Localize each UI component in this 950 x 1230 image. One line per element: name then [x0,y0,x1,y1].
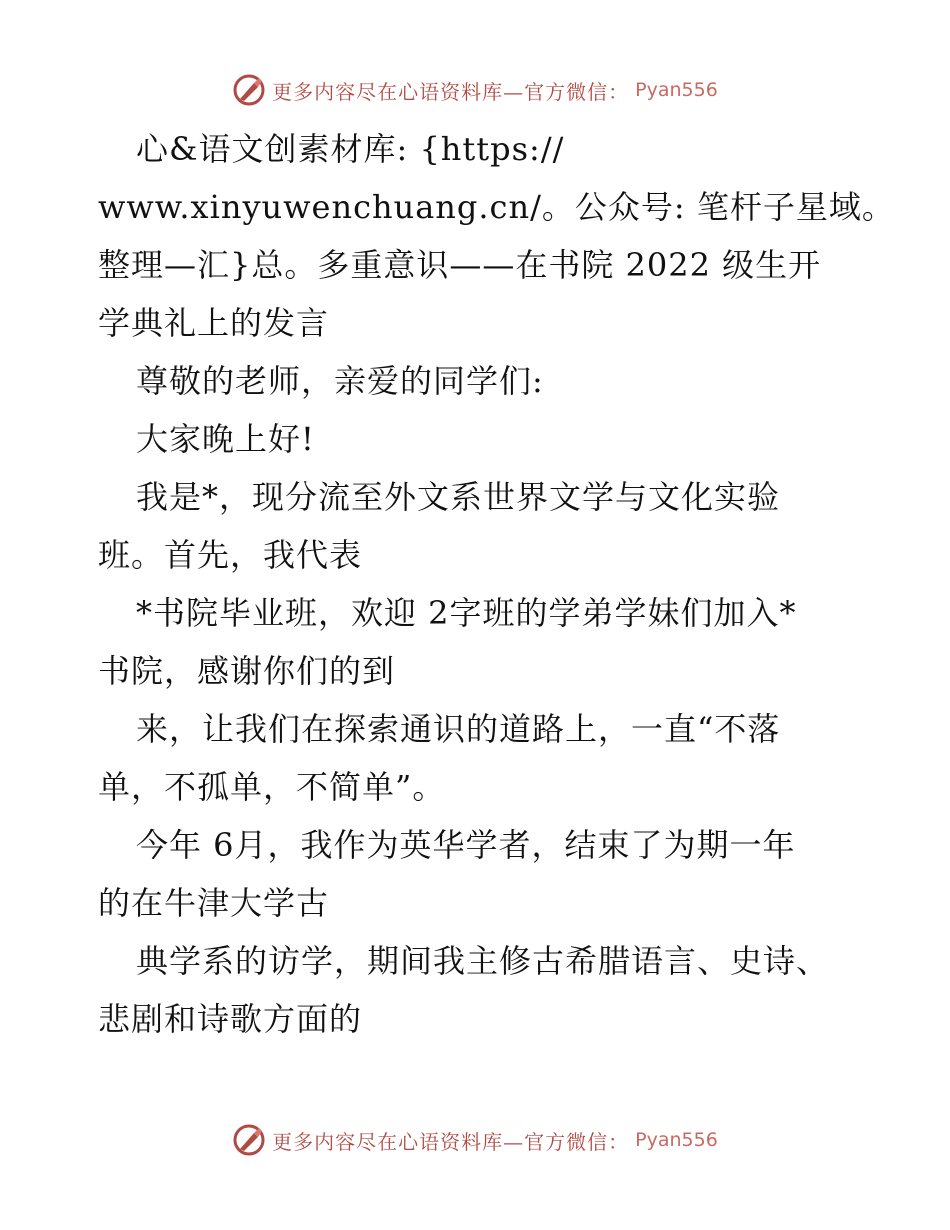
banner-text: 更多内容尽在心语资料库—官方微信： [272,1129,630,1154]
text-line: 整理—汇}总。多重意识——在书院 2022 级生开 [98,246,822,284]
pen-circle-logo-icon [232,73,266,107]
text-line: 书院，感谢你们的到 [98,652,396,690]
text-line: 我是*，现分流至外文系世界文学与文化实验 [136,478,781,516]
text-line: 的在牛津大学古 [98,884,330,922]
text-line: 今年 6月，我作为英华学者，结束了为期一年 [136,826,796,864]
text-line: 单，不孤单，不简单”。 [98,768,446,806]
banner-wechat-id: Pyan556 [635,79,718,101]
text-line: www.xinyuwenchuang.cn/。公众号: 笔杆子星域。 [98,188,895,226]
text-line: 班。首先，我代表 [98,536,363,574]
banner-wechat-id: Pyan556 [635,1129,718,1151]
text-line: 学典礼上的发言 [98,304,330,342]
text-line: 大家晚上好! [136,420,315,458]
banner-text: 更多内容尽在心语资料库—官方微信： [272,79,630,104]
pen-circle-logo-icon [232,1123,266,1157]
text-line: 心&语文创素材库: {https:// [136,130,565,168]
text-line: 来，让我们在探索通识的道路上，一直“不落 [136,710,781,748]
footer-banner [0,1120,950,1160]
header-banner [0,70,950,110]
text-line: *书院毕业班，欢迎 2字班的学弟学妹们加入* [136,594,797,632]
document-body [98,120,895,1048]
text-line: 典学系的访学，期间我主修古希腊语言、史诗、 [136,942,830,980]
text-line: 尊敬的老师，亲爱的同学们: [136,362,544,400]
text-line: 悲剧和诗歌方面的 [98,1000,363,1038]
